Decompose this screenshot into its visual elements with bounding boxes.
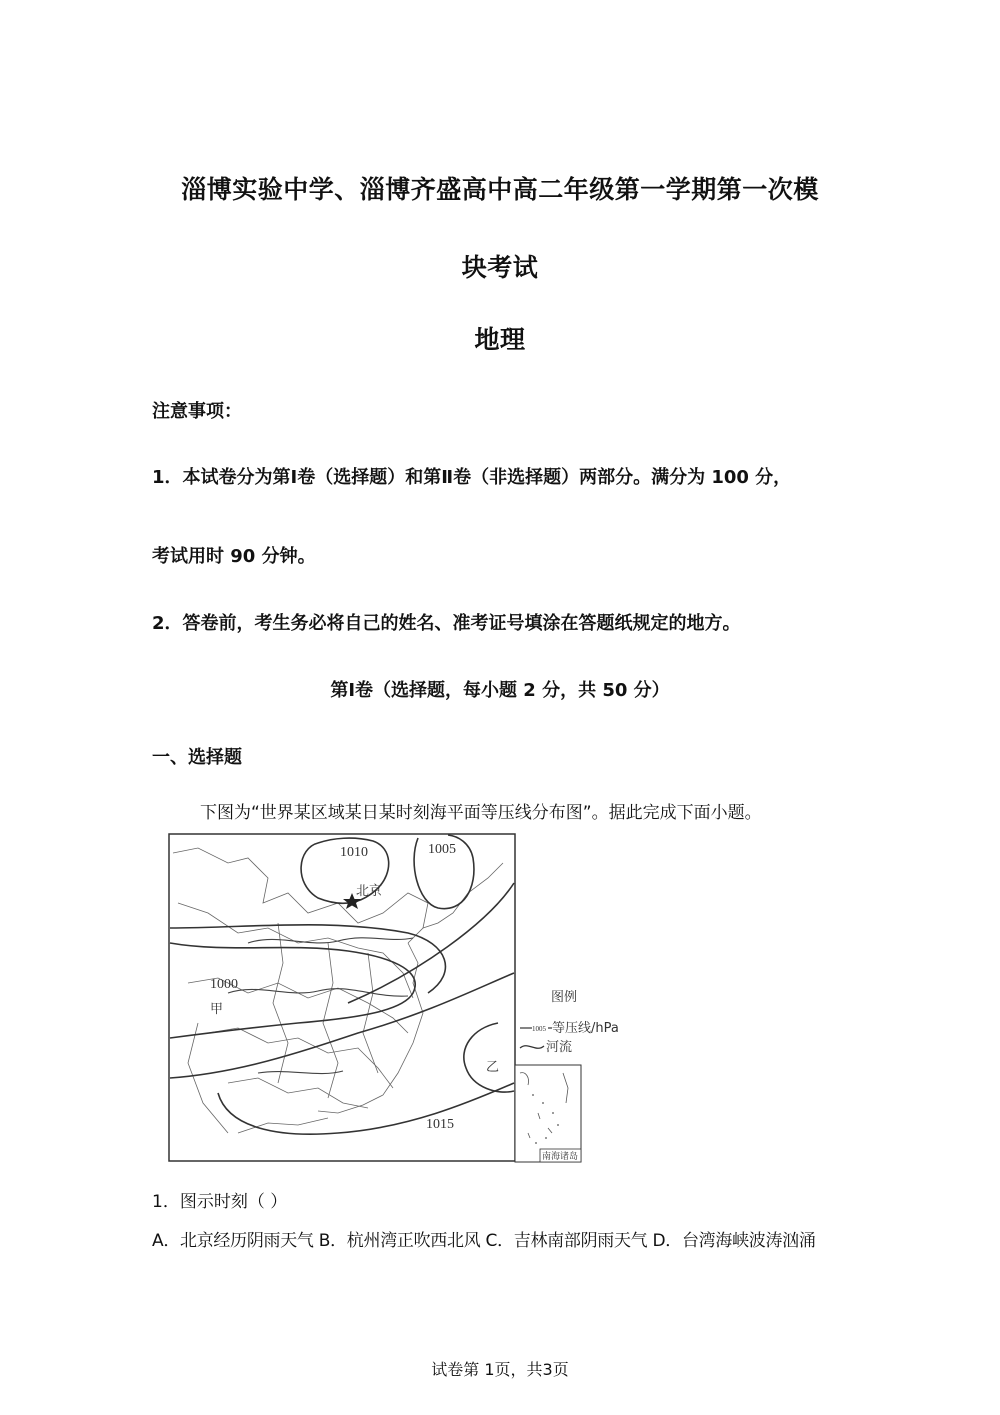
question-1-options: A．北京经历阴雨天气 B．杭州湾正吹西北风 C．吉林南部阴雨天气 D．台湾海峡波涛汹涌 bbox=[152, 1231, 816, 1251]
legend-isobar-sample: 1005 bbox=[532, 1025, 546, 1033]
beijing-label: 北京 bbox=[356, 884, 383, 899]
isobar-label-1005: 1005 bbox=[428, 842, 456, 857]
isobar-label-1010: 1010 bbox=[340, 845, 368, 860]
question-intro: 下图为“世界某区域某日某时刻海平面等压线分布图”。据此完成下面小题。 bbox=[200, 803, 762, 823]
region-label-yi: 乙 bbox=[486, 1060, 500, 1075]
part-title: 一、选择题 bbox=[152, 747, 242, 768]
exam-title-line2: 块考试 bbox=[461, 253, 539, 282]
legend-title: 图例 bbox=[551, 990, 578, 1005]
legend-river-icon bbox=[520, 1046, 544, 1049]
notice-item-1-line1: 1．本试卷分为第Ⅰ卷（选择题）和第Ⅱ卷（非选择题）两部分。满分为 100 分， bbox=[152, 467, 792, 488]
legend-river: 河流 bbox=[546, 1040, 573, 1055]
notice-heading: 注意事项： bbox=[152, 401, 242, 422]
question-1-stem: 1．图示时刻（ ） bbox=[152, 1192, 288, 1212]
volume-title: 第Ⅰ卷（选择题，每小题 2 分，共 50 分） bbox=[330, 680, 670, 701]
south-china-sea-inset bbox=[515, 1065, 581, 1162]
isobar-map-figure bbox=[168, 833, 619, 1163]
exam-title-line1: 淄博实验中学、淄博齐盛高中高二年级第一学期第一次模 bbox=[181, 175, 819, 204]
subject-title: 地理 bbox=[474, 325, 526, 354]
page-footer: 试卷第 1页，共3页 bbox=[431, 1360, 569, 1379]
legend-isobar: 等压线/hPa bbox=[552, 1021, 619, 1036]
inset-label: 南海诸岛 bbox=[542, 1152, 579, 1162]
region-label-jia: 甲 bbox=[210, 1002, 224, 1017]
isobar-label-1015: 1015 bbox=[426, 1117, 454, 1132]
isobar-label-1000: 1000 bbox=[210, 977, 238, 992]
notice-item-2: 2．答卷前，考生务必将自己的姓名、准考证号填涂在答题纸规定的地方。 bbox=[152, 613, 741, 634]
notice-item-1-line2: 考试用时 90 分钟。 bbox=[152, 546, 316, 567]
